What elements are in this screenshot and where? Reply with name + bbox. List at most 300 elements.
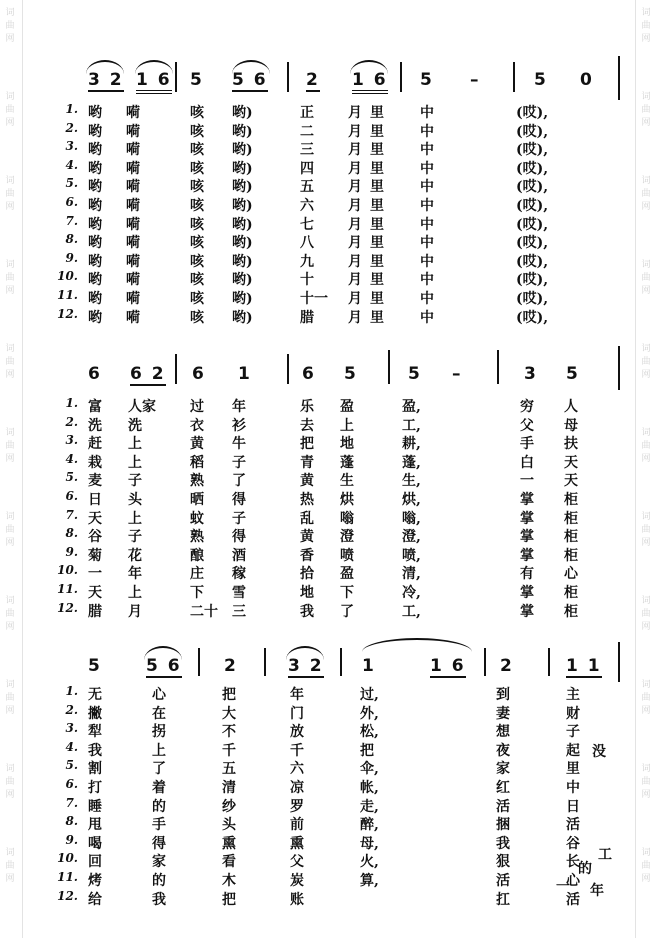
lyric-syllable: 哟) xyxy=(232,216,253,233)
lyric-syllable: 到 xyxy=(496,687,510,703)
lyric-syllable: 澄, xyxy=(402,529,421,546)
lyric-syllable: 里 xyxy=(566,761,580,778)
lyric-syllable: 拐 xyxy=(152,724,166,741)
lyric-syllable: 哟 xyxy=(88,179,102,196)
lyric-syllable: (哎), xyxy=(516,272,549,289)
watermark-char: 曲 xyxy=(641,693,651,703)
lyric-syllable: 扛 xyxy=(496,891,510,908)
lyric-syllable: 天 xyxy=(564,473,578,490)
lyric-syllable: 了 xyxy=(232,473,246,490)
verse-number: 6. xyxy=(65,777,78,791)
lyric-syllable: 盈, xyxy=(402,399,421,415)
verse-number: 3. xyxy=(65,433,78,448)
lyric-syllable: 捆 xyxy=(496,817,510,834)
lyric-syllable: 得 xyxy=(152,835,166,852)
lyric-syllable: 咳 xyxy=(190,105,204,121)
lyric-syllable: 黄 xyxy=(300,529,314,546)
notation-note: 1 6 xyxy=(352,70,388,94)
lyric-syllable: 掌 xyxy=(520,603,534,620)
notation-dash: – xyxy=(470,70,481,90)
watermark-char: 曲 xyxy=(641,777,651,787)
lyric-syllable: 咳 xyxy=(190,160,204,177)
lyric-syllable: 八 xyxy=(300,235,314,252)
lyric-syllable: (哎), xyxy=(516,160,549,177)
lyric-syllable: 里 xyxy=(370,179,384,196)
lyric-syllable: 哟) xyxy=(232,105,253,121)
lyric-syllable: 六 xyxy=(300,198,314,214)
lyric-syllable: 睡 xyxy=(88,798,102,815)
watermark-char: 词 xyxy=(5,260,15,270)
lyric-syllable: 哟) xyxy=(232,309,253,326)
lyric-syllable: 上 xyxy=(128,510,142,527)
lyric-syllable: 家 xyxy=(496,761,510,778)
verse-number: 12. xyxy=(57,888,78,903)
watermark-char: 词 xyxy=(641,764,651,774)
lyric-syllable: 中 xyxy=(420,179,434,196)
lyric-syllable: 年 xyxy=(232,399,246,415)
verse-number: 11. xyxy=(57,582,78,596)
lyric-syllable: 热 xyxy=(300,492,314,508)
verse-number: 6. xyxy=(65,489,78,503)
lyric-syllable: 柜 xyxy=(564,510,578,527)
barline xyxy=(287,62,289,92)
lyric-syllable: 晒 xyxy=(190,492,204,508)
verse-number: 12. xyxy=(57,600,78,615)
tie xyxy=(362,638,472,652)
lyric-syllable: 年 xyxy=(128,566,142,583)
watermark-char: 网 xyxy=(5,538,15,548)
lyric-syllable: 中 xyxy=(420,216,434,233)
verse-number: 5. xyxy=(65,176,78,191)
lyric-syllable: 熟 xyxy=(190,473,204,490)
lyric-syllable: 菊 xyxy=(88,547,102,564)
lyric-syllable: 嗡, xyxy=(402,510,421,527)
lyric-syllable: 富 xyxy=(88,399,102,415)
lyric-syllable: 给 xyxy=(88,891,102,908)
watermark-char: 曲 xyxy=(5,357,15,367)
lyric-syllable: 嗬 xyxy=(126,309,140,326)
lyric-syllable: 青 xyxy=(300,454,314,471)
lyric-syllable: 哟 xyxy=(88,309,102,326)
barline xyxy=(340,648,342,676)
lyric-syllable: 想 xyxy=(496,724,510,741)
lyric-syllable: 四 xyxy=(300,160,314,177)
lyric-syllable: 醉, xyxy=(360,817,379,834)
lyric-syllable: 不 xyxy=(222,724,236,741)
lyric-syllable: 咳 xyxy=(190,198,204,214)
barline xyxy=(264,648,266,676)
lyric-syllable: 白 xyxy=(520,454,534,471)
lyric-syllable: 把 xyxy=(222,687,236,703)
lyric-syllable: 嗬 xyxy=(126,160,140,177)
lyric-syllable: 上 xyxy=(152,742,166,759)
notation-note: 3 xyxy=(524,364,538,384)
lyric-syllable: 狠 xyxy=(496,854,510,871)
lyric-syllable: 嗬 xyxy=(126,272,140,289)
notation-note: 3 2 xyxy=(288,656,324,676)
watermark-char: 网 xyxy=(5,874,15,884)
lyric-syllable: 算, xyxy=(360,873,379,889)
barline xyxy=(513,62,515,92)
verse-number: 6. xyxy=(65,195,78,209)
watermark-char: 词 xyxy=(5,848,15,858)
notation-note: 6 xyxy=(88,364,102,384)
lyric-syllable: 财 xyxy=(566,705,580,722)
lyric-syllable: 我 xyxy=(300,603,314,620)
verse-number: 1. xyxy=(65,396,78,410)
lyric-syllable: 嗡 xyxy=(340,510,354,527)
lyric-syllable: 门 xyxy=(290,705,304,722)
notation-note: 3 2 xyxy=(88,70,124,90)
lyric-syllable: 帐, xyxy=(360,780,379,796)
lyric-syllable: 手 xyxy=(152,817,166,834)
lyric-syllable: 天 xyxy=(88,510,102,527)
lyric-syllable: 月 xyxy=(348,216,362,233)
notation-note: 5 6 xyxy=(232,70,268,90)
lyric-syllable: 活 xyxy=(496,798,510,815)
watermark-char: 曲 xyxy=(5,861,15,871)
lyric-syllable: 里 xyxy=(370,142,384,159)
lyric-syllable: 了 xyxy=(340,603,354,620)
verse-number: 5. xyxy=(65,758,78,773)
verse-number: 8. xyxy=(65,232,78,247)
lyric-syllable: 没 xyxy=(592,744,606,760)
watermark-char: 网 xyxy=(641,622,651,632)
lyric-syllable: 在 xyxy=(152,705,166,722)
lyric-syllable: 把 xyxy=(300,436,314,453)
lyric-syllable: 九 xyxy=(300,253,314,270)
lyric-syllable: 里 xyxy=(370,123,384,140)
watermark-char: 网 xyxy=(641,34,651,44)
lyric-syllable: 哟 xyxy=(88,160,102,177)
verse-number: 1. xyxy=(65,102,78,116)
lyric-syllable: 千 xyxy=(222,742,236,759)
lyric-syllable: 正 xyxy=(300,105,314,121)
lyric-syllable: 下 xyxy=(340,585,354,601)
lyric-syllable: 黄 xyxy=(190,436,204,453)
verse-number: 8. xyxy=(65,814,78,829)
lyric-syllable: 月 xyxy=(348,160,362,177)
watermark-char: 曲 xyxy=(5,105,15,115)
lyric-syllable: 地 xyxy=(300,585,314,601)
notation-note: 1 xyxy=(238,364,252,384)
lyric-syllable: 家 xyxy=(152,854,166,871)
lyric-syllable: 里 xyxy=(370,253,384,270)
lyric-syllable: 腊 xyxy=(300,309,314,326)
lyric-syllable: 账 xyxy=(290,891,304,908)
lyric-syllable: 放 xyxy=(290,724,304,741)
lyric-syllable: 柜 xyxy=(564,492,578,508)
notation-note: 5 xyxy=(566,364,580,384)
lyric-syllable: 里 xyxy=(370,198,384,214)
lyric-syllable: 嗬 xyxy=(126,179,140,196)
verse-number: 10. xyxy=(57,851,78,866)
lyric-syllable: 心 xyxy=(152,687,166,703)
lyric-syllable: 蚊 xyxy=(190,510,204,527)
barline xyxy=(484,648,486,676)
lyric-syllable: 酒 xyxy=(232,547,246,564)
lyric-syllable: 月 xyxy=(128,603,142,620)
lyric-syllable: 嗬 xyxy=(126,253,140,270)
watermark-char: 词 xyxy=(5,92,15,102)
lyric-syllable: 日 xyxy=(566,798,580,815)
notation-note: 1 6 xyxy=(136,70,172,94)
lyric-syllable: 里 xyxy=(370,291,384,307)
lyric-syllable: 咳 xyxy=(190,235,204,252)
lyric-syllable: 咳 xyxy=(190,291,204,307)
watermark-char: 网 xyxy=(5,790,15,800)
lyric-syllable: 穷 xyxy=(520,399,534,415)
lyric-syllable: 月 xyxy=(348,198,362,214)
watermark-char: 网 xyxy=(5,706,15,716)
lyric-syllable: 七 xyxy=(300,216,314,233)
lyric-syllable: 妻 xyxy=(496,705,510,722)
lyric-syllable: 罗 xyxy=(290,798,304,815)
lyric-syllable: 主 xyxy=(566,687,580,703)
lyric-syllable: 我 xyxy=(152,891,166,908)
lyric-syllable: 雪 xyxy=(232,585,246,601)
lyric-syllable: 嗬 xyxy=(126,105,140,121)
watermark-char: 词 xyxy=(641,596,651,606)
verse-number: 1. xyxy=(65,684,78,698)
watermark-char: 曲 xyxy=(5,441,15,451)
lyric-syllable: 日 xyxy=(88,492,102,508)
lyric-syllable: 生, xyxy=(402,473,421,490)
lyric-syllable: 庄 xyxy=(190,566,204,583)
lyric-syllable: 扶 xyxy=(564,436,578,453)
lyric-syllable: 熏 xyxy=(222,835,236,852)
barline xyxy=(175,354,177,384)
notation-note: 5 xyxy=(344,364,358,384)
lyric-syllable: 五 xyxy=(222,761,236,778)
lyric-syllable: 十 xyxy=(300,272,314,289)
lyric-syllable: 地 xyxy=(340,436,354,453)
lyric-syllable: 木 xyxy=(222,873,236,889)
lyric-syllable: 的 xyxy=(578,861,592,877)
lyric-syllable: 生 xyxy=(340,473,354,490)
lyric-syllable: 哟) xyxy=(232,235,253,252)
lyric-syllable: 烤 xyxy=(88,873,102,889)
barline xyxy=(400,62,402,92)
lyric-syllable: 着 xyxy=(152,780,166,796)
verse-number: 8. xyxy=(65,526,78,541)
verse-number: 4. xyxy=(65,451,78,466)
lyric-syllable: 咳 xyxy=(190,179,204,196)
lyric-syllable: 盈 xyxy=(340,399,354,415)
watermark-char: 曲 xyxy=(5,21,15,31)
verse-number: 7. xyxy=(65,795,78,810)
lyric-syllable: 月 xyxy=(348,291,362,307)
lyric-syllable: 走, xyxy=(360,798,379,815)
lyric-syllable: 子 xyxy=(566,724,580,741)
barline xyxy=(198,648,200,676)
lyric-syllable: 中 xyxy=(420,123,434,140)
watermark-char: 曲 xyxy=(641,105,651,115)
lyric-syllable: 哟 xyxy=(88,198,102,214)
lyric-syllable: 咳 xyxy=(190,309,204,326)
barline xyxy=(618,346,620,390)
lyric-syllable: 工 xyxy=(598,847,612,863)
watermark-char: 曲 xyxy=(641,861,651,871)
lyric-syllable: 洗 xyxy=(88,417,102,434)
lyric-syllable: 我 xyxy=(88,742,102,759)
lyric-syllable: 月 xyxy=(348,253,362,270)
verse-number: 7. xyxy=(65,507,78,522)
lyric-syllable: 活 xyxy=(566,891,580,908)
watermark-char: 网 xyxy=(5,370,15,380)
notation-note: 5 xyxy=(408,364,422,384)
notation-note: 5 xyxy=(420,70,434,90)
notation-note: 6 xyxy=(302,364,316,384)
watermark-char: 词 xyxy=(641,8,651,18)
lyric-syllable: 无 xyxy=(88,687,102,703)
lyric-syllable: 看 xyxy=(222,854,236,871)
lyric-syllable: 手 xyxy=(520,436,534,453)
lyric-syllable: 稼 xyxy=(232,566,246,583)
lyric-syllable: 活 xyxy=(496,873,510,889)
lyric-syllable: 洗 xyxy=(128,417,142,434)
lyric-syllable: 花 xyxy=(128,547,142,564)
lyric-syllable: 掌 xyxy=(520,585,534,601)
lyric-syllable: 中 xyxy=(420,291,434,307)
lyric-syllable: 工, xyxy=(402,417,421,434)
lyric-syllable: 嗬 xyxy=(126,235,140,252)
verse-number: 10. xyxy=(57,269,78,284)
lyric-syllable: 烘 xyxy=(340,492,354,508)
lyric-syllable: 大 xyxy=(222,705,236,722)
watermark-char: 曲 xyxy=(641,441,651,451)
lyric-syllable: 三 xyxy=(300,142,314,159)
lyric-syllable: 子 xyxy=(232,510,246,527)
lyric-syllable: 中 xyxy=(420,272,434,289)
lyric-syllable: 头 xyxy=(222,817,236,834)
lyric-syllable: 掌 xyxy=(520,510,534,527)
watermark-char: 网 xyxy=(5,34,15,44)
lyric-syllable: 熟 xyxy=(190,529,204,546)
lyric-syllable: 我 xyxy=(496,835,510,852)
lyric-syllable: 月 xyxy=(348,123,362,140)
watermark-char: 网 xyxy=(641,790,651,800)
notation-note: 5 xyxy=(190,70,204,90)
lyric-syllable: (哎), xyxy=(516,142,549,159)
watermark-char: 网 xyxy=(641,454,651,464)
barline xyxy=(548,648,550,676)
lyric-syllable: 子 xyxy=(128,473,142,490)
lyric-syllable: 柜 xyxy=(564,529,578,546)
lyric-syllable: 了 xyxy=(152,761,166,778)
lyric-syllable: 喝 xyxy=(88,835,102,852)
lyric-syllable: 过 xyxy=(190,399,204,415)
verse-number: 3. xyxy=(65,721,78,736)
lyric-syllable: 酿 xyxy=(190,547,204,564)
lyric-syllable: 上 xyxy=(340,417,354,434)
lyric-syllable: 千 xyxy=(290,742,304,759)
lyric-syllable: 凉 xyxy=(290,780,304,796)
lyric-syllable: 哟) xyxy=(232,272,253,289)
verse-number: 10. xyxy=(57,563,78,578)
verse-number: 11. xyxy=(57,288,78,302)
verse-number: 9. xyxy=(65,250,78,265)
lyric-syllable: 松, xyxy=(360,724,379,741)
lyric-syllable: 哟) xyxy=(232,291,253,307)
lyric-syllable: 栽 xyxy=(88,454,102,471)
lyric-syllable: 嗬 xyxy=(126,216,140,233)
watermark-char: 词 xyxy=(5,596,15,606)
lyric-syllable: 里 xyxy=(370,272,384,289)
lyric-syllable: 有 xyxy=(520,566,534,583)
barline xyxy=(497,350,499,384)
lyric-syllable: 赶 xyxy=(88,436,102,453)
lyric-syllable: 哟 xyxy=(88,235,102,252)
verse-number: 7. xyxy=(65,213,78,228)
lyric-syllable: 工, xyxy=(402,603,421,620)
lyric-syllable: 中 xyxy=(420,142,434,159)
lyric-syllable: 割 xyxy=(88,761,102,778)
lyric-syllable: 长 xyxy=(566,854,580,871)
lyric-syllable: 心 xyxy=(566,873,580,889)
barline xyxy=(175,62,177,92)
barline xyxy=(388,350,390,384)
lyric-syllable: 嗬 xyxy=(126,123,140,140)
lyric-syllable: 哟) xyxy=(232,253,253,270)
notation-note: 2 xyxy=(306,70,320,90)
watermark-char: 词 xyxy=(5,428,15,438)
verse-number: 12. xyxy=(57,306,78,321)
lyric-syllable: 子 xyxy=(128,529,142,546)
lyric-syllable: (哎), xyxy=(516,216,549,233)
lyric-syllable: 年 xyxy=(590,883,604,899)
watermark-char: 网 xyxy=(641,706,651,716)
watermark-char: 网 xyxy=(641,538,651,548)
notation-note: 2 xyxy=(500,656,514,676)
lyric-syllable: 炭 xyxy=(290,873,304,889)
lyric-syllable: 里 xyxy=(370,309,384,326)
watermark-char: 网 xyxy=(641,874,651,884)
lyric-syllable: 火, xyxy=(360,854,379,871)
lyric-syllable: 人家 xyxy=(128,399,156,415)
lyric-syllable: 喷 xyxy=(340,547,354,564)
lyric-syllable: 月 xyxy=(348,179,362,196)
lyric-syllable: 心 xyxy=(564,566,578,583)
watermark-strip-right xyxy=(635,0,658,938)
lyric-syllable: 年 xyxy=(290,687,304,703)
lyric-syllable: 伞, xyxy=(360,761,379,778)
lyric-syllable: 熏 xyxy=(290,835,304,852)
lyric-syllable: 月 xyxy=(348,235,362,252)
lyric-syllable: 咳 xyxy=(190,272,204,289)
lyric-syllable: 六 xyxy=(290,761,304,778)
watermark-char: 词 xyxy=(5,8,15,18)
lyric-syllable: 中 xyxy=(420,309,434,326)
lyric-syllable: 一 xyxy=(88,566,102,583)
lyric-syllable: 哟 xyxy=(88,253,102,270)
lyric-syllable: 回 xyxy=(88,854,102,871)
lyric-syllable: 三 xyxy=(232,603,246,620)
verse-number: 4. xyxy=(65,157,78,172)
lyric-syllable: 下 xyxy=(190,585,204,601)
lyric-syllable: 上 xyxy=(128,454,142,471)
watermark-char: 词 xyxy=(641,260,651,270)
lyric-syllable: (哎), xyxy=(516,235,549,252)
lyric-syllable: 里 xyxy=(370,160,384,177)
lyric-syllable: 嗬 xyxy=(126,291,140,307)
lyric-syllable: 哟 xyxy=(88,216,102,233)
lyric-syllable: 柜 xyxy=(564,547,578,564)
lyric-syllable: 蓬, xyxy=(402,454,421,471)
watermark-strip-left xyxy=(0,0,23,938)
lyric-syllable: 腊 xyxy=(88,603,102,620)
lyric-syllable: 哟 xyxy=(88,142,102,159)
